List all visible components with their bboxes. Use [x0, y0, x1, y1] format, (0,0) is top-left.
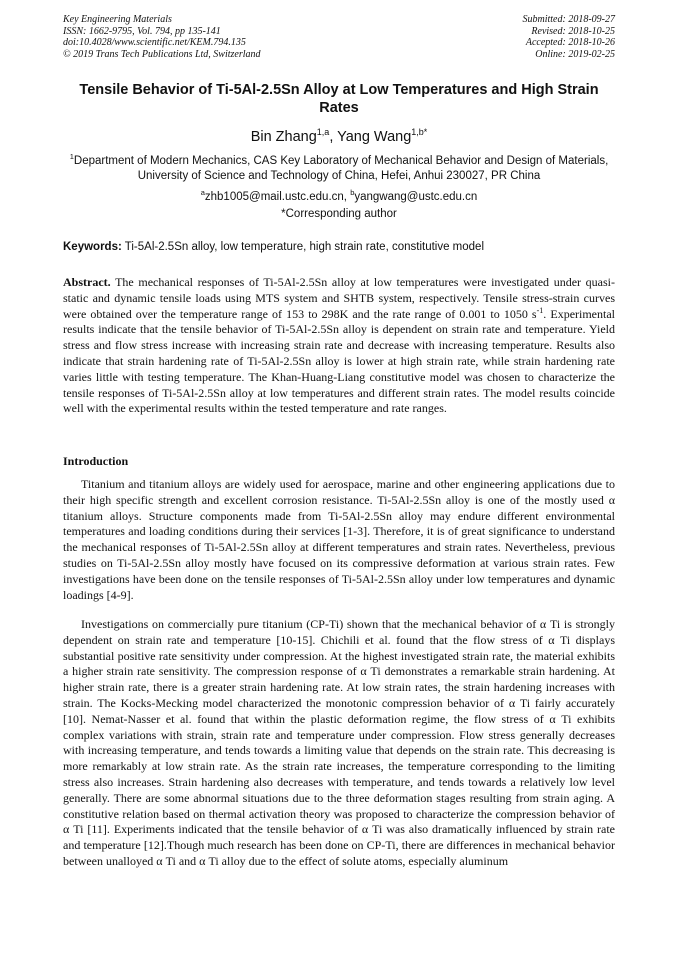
paper-title: Tensile Behavior of Ti-5Al-2.5Sn Alloy at Low Temperatures and High Strain Rates [79, 82, 599, 116]
author-name: Yang Wang [337, 128, 412, 145]
publication-dates [523, 14, 616, 60]
journal-doi: doi:10.4028/www.scientific.net/KEM.794.135 [63, 37, 246, 49]
introduction-paragraph [63, 477, 615, 603]
email-link: zhb1005@mail.ustc.edu.cn, [204, 190, 351, 203]
journal-header [63, 14, 261, 60]
keywords [63, 240, 615, 254]
email-link: yangwang@ustc.edu.cn [354, 190, 478, 203]
author-affiliation-marker: 1,b* [411, 127, 428, 137]
paragraph-text: Titanium and titanium alloys are widely used for aerospace, marine and other engineering applications due to their high specific strength and excellent corrosion resistance. Ti-5Al-2.5Sn alloy is one of the mostly used α titanium alloys. Structure components made from Ti-5Al-2.5Sn alloy may endure different environmental temperatures and loading conditions during their services [1-3]. Therefore, it is of great significance to understand the mechanical responses of Ti-5Al-2.5Sn alloy at different temperatures and strain rates. Nevertheless, previous studies on Ti-5Al-2.5Sn alloy mostly have focused on its compressive deformation at various strain rates. Few investigations have been done on the tensile responses of Ti-5Al-2.5Sn alloy under low temperatures and dynamic loadings [4-9]. [63, 477, 615, 602]
affiliation [63, 149, 615, 185]
paragraph-text: Investigations on commercially pure titanium (CP-Ti) shown that the mechanical behavior of α Ti is strongly dependent on strain rate and temperature [10-15]. Chichili et al. found that the flow stress of α Ti displays substantial positive rate sensitivity under compression. At the highest investigated strain rate, the material exhibits a higher strain rate sensitivity. The compression response of α Ti demonstrates a remarkable strain hardening. At higher strain rate, there is a greater strain hardening rate. At low strain rates, the strain hardening increases with strain. The Kocks-Mecking model characterized the monotonic compression behavior of α Ti fairly accurately [10]. Nemat-Nasser et al. found that within the plastic deformation regime, the flow stress of α Ti exhibits complex variations with strain, strain rate and temperature under compression. Flow stress generally decreases with increasing temperature, and tends towards a limiting value that depends on the strain rate. This decreasing is more remarkably at low strain rate. As the strain rate increases, the temperature corresponding to the limiting stress also increases. Strain hardening also decreases with temperature, and tends towards a relatively low level generally. There are some abnormal situations due to the three deformation stages resulting from strain aging. A constitutive relation based on thermal activation theory was proposed to characterize the compression behavior of α Ti [11]. Experiments indicated that the tensile behavior of α Ti was also dramatically influenced by strain rate and temperature [12].Though much research has been done on CP-Ti, there are differences in mechanical behavior between unalloyed α Ti and α Ti alloy due to the effect of solute atoms, especially aluminum [63, 617, 615, 868]
email-marker: b [350, 188, 355, 197]
author-emails [63, 186, 615, 204]
author-separator: , [329, 128, 338, 145]
date-online: Online: 2019-02-25 [535, 48, 615, 60]
journal-issn: ISSN: 1662-9795, Vol. 794, pp 135-141 [63, 25, 221, 37]
author-list [63, 123, 615, 146]
introduction-paragraph [63, 617, 615, 870]
abstract-unit-exponent: -1 [536, 305, 544, 315]
affiliation-text: Department of Modern Mechanics, CAS Key Laboratory of Mechanical Behavior and Design of Materials, University of Science and Technology of China, Hefei, Anhui 230027, PR China [73, 154, 609, 183]
abstract-text: The mechanical responses of Ti-5Al-2.5Sn alloy at low temperatures were investigated under quasi-static and dynamic tensile loads using MTS system and SHTB system, respectively. Tensile stress-strain curves were obtained over the temperature range of 153 to 298K and the rate range of 0.001 to 1050 s [63, 275, 615, 321]
journal-name: Key Engineering Materials [63, 14, 172, 25]
date-accepted: Accepted: 2018-10-26 [525, 37, 615, 49]
date-submitted: Submitted: 2018-09-27 [522, 14, 615, 25]
keywords-text: Ti-5Al-2.5Sn alloy, low temperature, high strain rate, constitutive model [121, 241, 485, 253]
journal-copyright: © 2019 Trans Tech Publications Ltd, Switzerland [63, 48, 261, 60]
abstract [63, 275, 615, 417]
affiliation-marker: 1 [69, 152, 74, 161]
keywords-label: Keywords: [63, 241, 122, 253]
date-revised: Revised: 2018-10-25 [531, 25, 615, 37]
email-marker: a [200, 188, 205, 197]
section-heading-introduction: Introduction [63, 454, 129, 468]
author-affiliation-marker: 1,a [316, 127, 330, 137]
author-name: Bin Zhang [250, 128, 317, 145]
abstract-label: Abstract. [63, 275, 111, 289]
corresponding-author-note: *Corresponding author [281, 208, 397, 220]
abstract-text-continued: . Experimental results indicate that the tensile behavior of Ti-5Al-2.5Sn alloy is dependent on strain rate and temperature. Yield stress and flow stress increase with increasing strain rate and decrease with increasing temperature. Results also indicate that strain hardening rate of Ti-5Al-2.5Sn alloy is lower at high strain rate, while strain hardening rate varies little with testing temperature. The Khan-Huang-Liang constitutive model was chosen to characterize the tensile responses of Ti-5Al-2.5Sn alloy at low temperatures and different strain rates. The model results coincide well with the experimental results within the tested temperature and rate ranges. [63, 306, 616, 416]
